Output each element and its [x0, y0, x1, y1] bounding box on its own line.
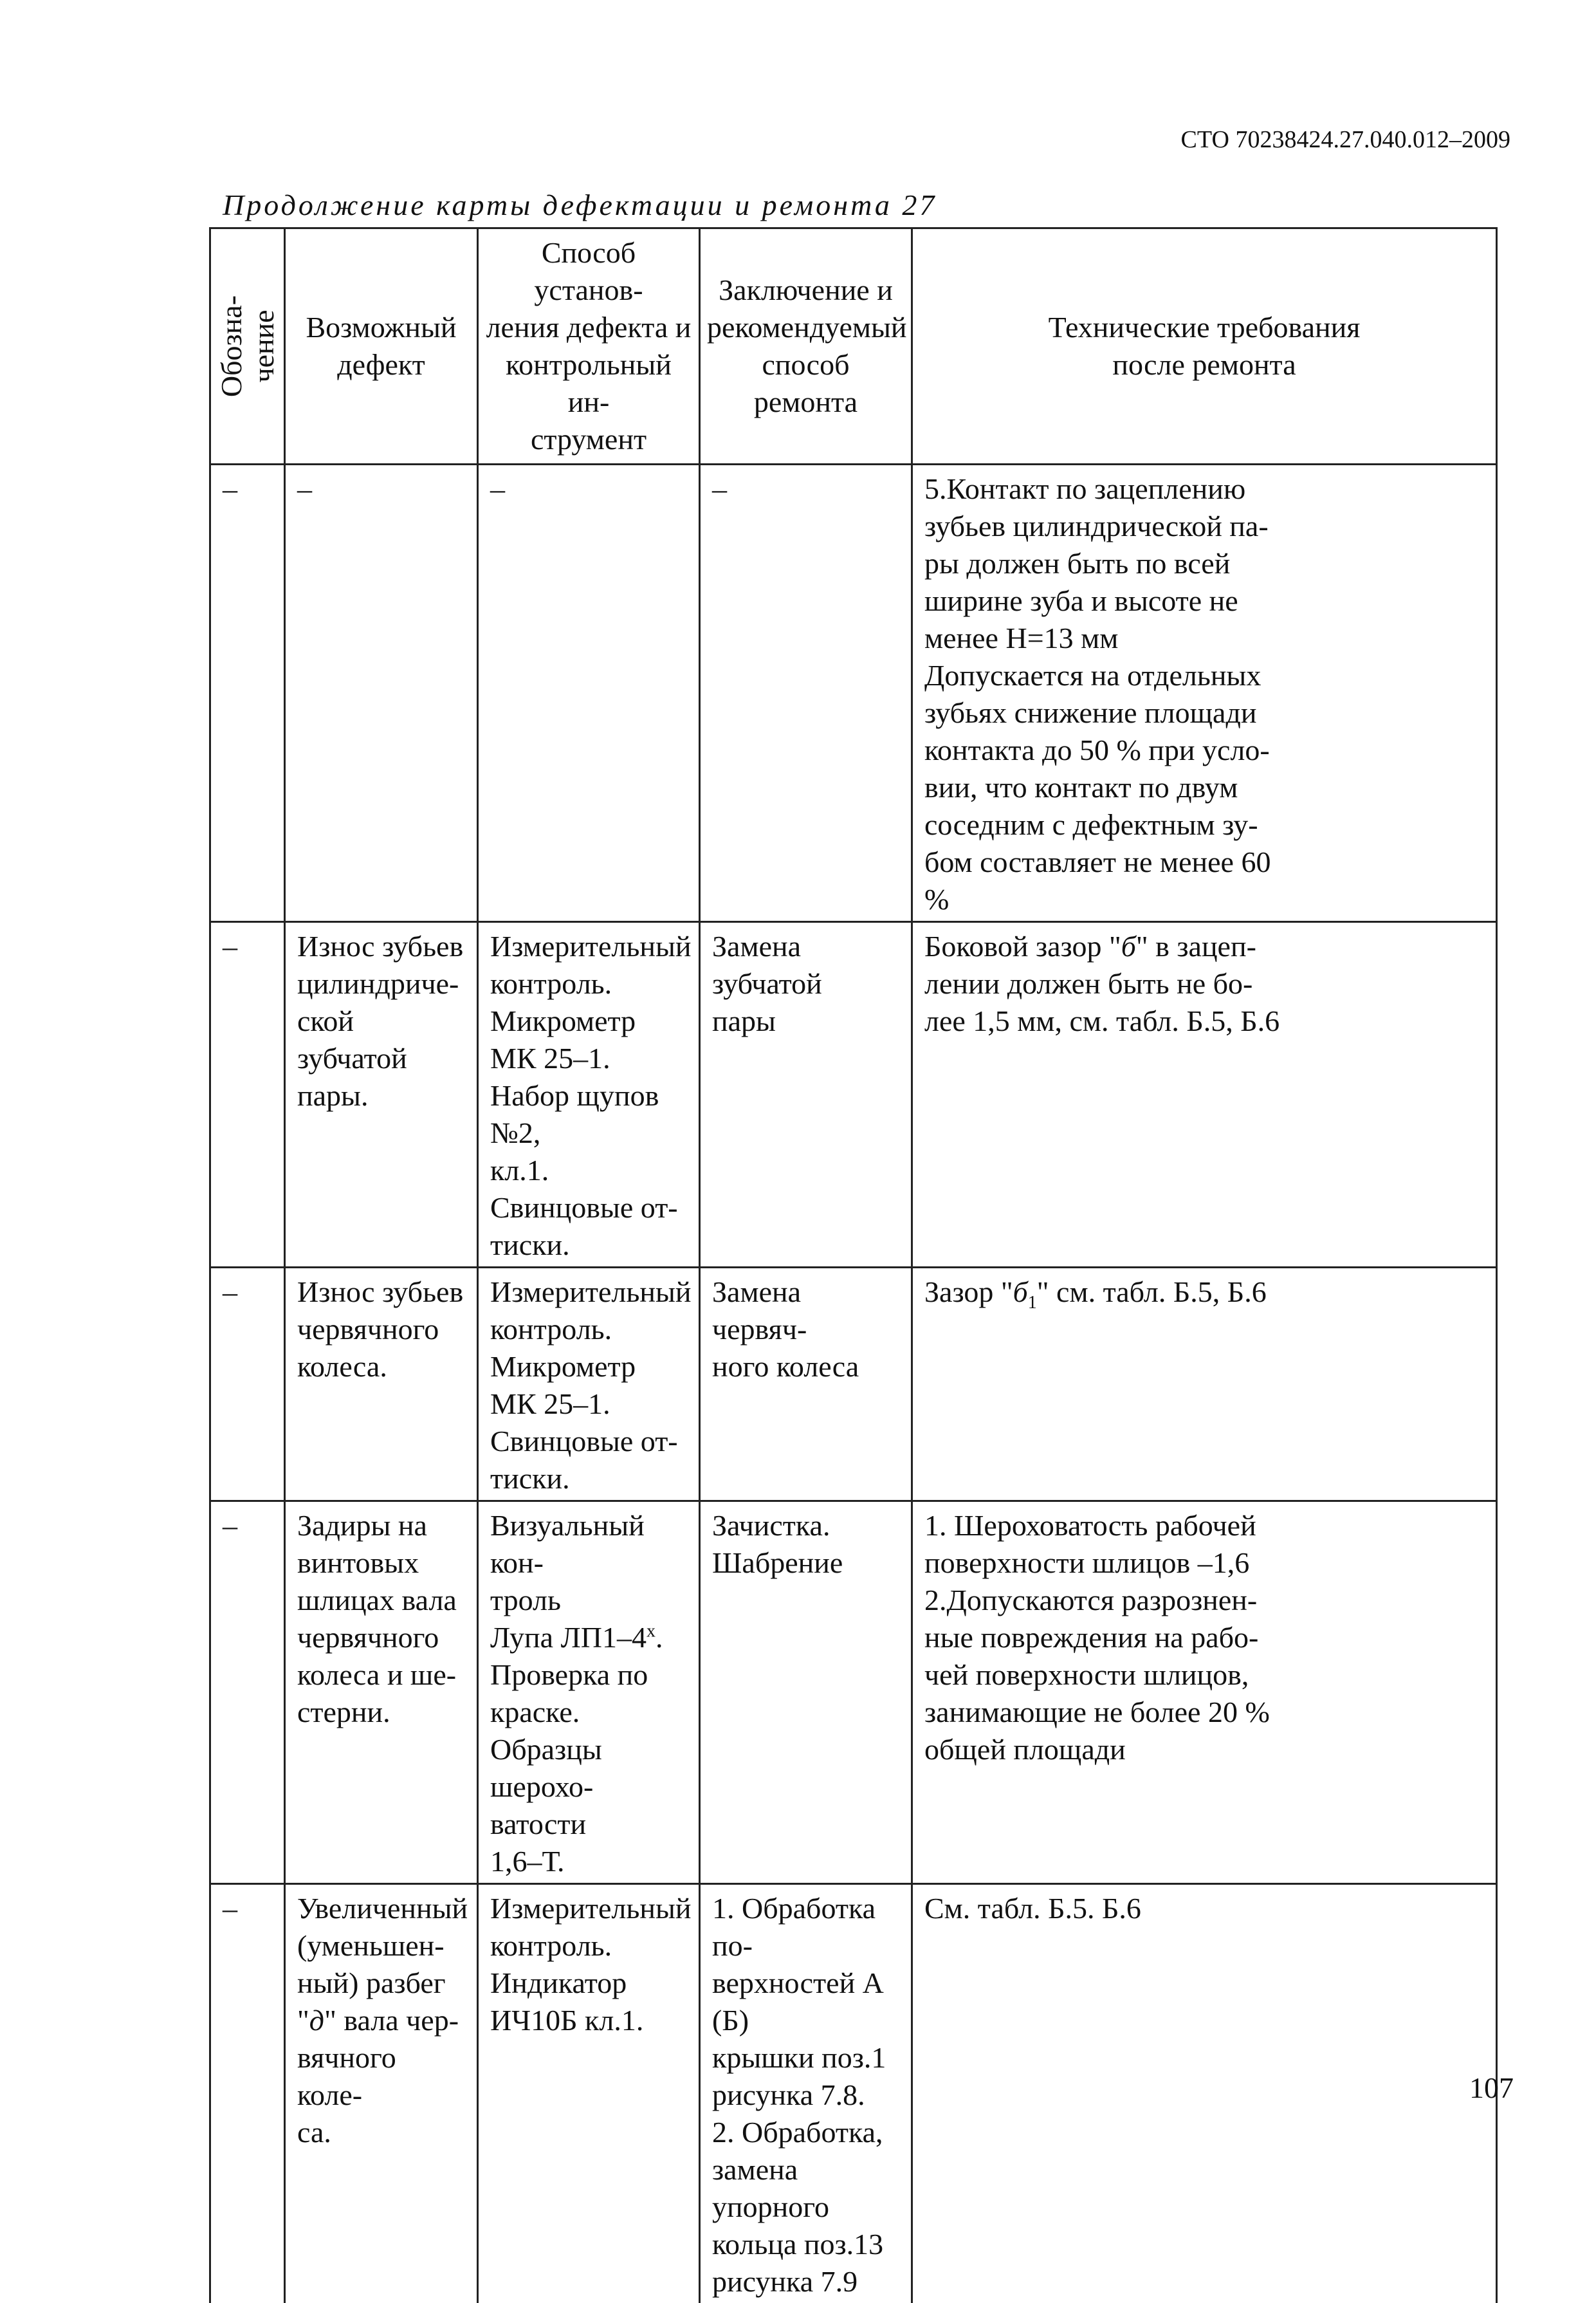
table-row — [210, 1268, 1497, 1501]
cell-method: Измерительный контроль. Микрометр МК 25–1. Свинцовые от- тиски. — [478, 1268, 700, 1501]
table-row — [210, 1884, 1497, 2303]
header-designation-label: Обозна- чение — [216, 295, 280, 397]
cell-conclusion: 1. Обработка по- верхностей А (Б) крышки поз.1 рисунка 7.8. 2. Обработка, замена упорного кольца поз.13 рисунка 7.9 — [700, 1884, 912, 2303]
table-row — [210, 465, 1497, 922]
cell-designation: – — [210, 1884, 285, 2303]
cell-requirements: Боковой зазор "б" в зацеп- лении должен быть не бо- лее 1,5 мм, см. табл. Б.5, Б.6 — [912, 922, 1497, 1268]
cell-designation: – — [210, 1268, 285, 1501]
header-requirements: Технические требования после ремонта — [912, 228, 1497, 465]
cell-method: Измерительный контроль. Микрометр МК 25–1. Набор щупов №2, кл.1. Свинцовые от- тиски. — [478, 922, 700, 1268]
table-caption: Продолжение карты дефектации и ремонта 27 — [223, 188, 937, 222]
cell-requirements: Зазор "$б_1$" см. табл. Б.5, Б.6 — [912, 1268, 1497, 1501]
cell-defect: Увеличенный (уменьшен- ный) разбег "д" вала чер- вячного коле- са. — [285, 1884, 478, 2303]
cell-requirements: 5.Контакт по зацеплению зубьев цилиндрической па- ры должен быть по всей ширине зуба и высоте не менее Н=13 мм Допускается на отдельных зубьях снижение площади контакта до 50 % при усло- вии, что контакт по двум соседним с дефектным зу- бом составляет не менее 60 % — [912, 465, 1497, 922]
cell-defect: Задиры на винтовых шлицах вала червячного колеса и ше- стерни. — [285, 1501, 478, 1884]
header-defect: Возможный дефект — [285, 228, 478, 465]
table-row — [210, 922, 1497, 1268]
cell-conclusion: Замена червяч- ного колеса — [700, 1268, 912, 1501]
cell-designation: – — [210, 1501, 285, 1884]
cell-conclusion: Зачистка. Шабрение — [700, 1501, 912, 1884]
defect-repair-table — [209, 227, 1498, 2303]
cell-method: Измерительный контроль. Индикатор ИЧ10Б кл.1. — [478, 1884, 700, 2303]
cell-defect: Износ зубьев червячного колеса. — [285, 1268, 478, 1501]
document-code: СТО 70238424.27.040.012–2009 — [1181, 125, 1511, 154]
page-number: 107 — [1469, 2071, 1514, 2105]
header-designation — [210, 228, 285, 465]
header-conclusion: Заключение и рекомендуемый способ ремонта — [700, 228, 912, 465]
cell-requirements: См. табл. Б.5. Б.6 — [912, 1884, 1497, 2303]
cell-conclusion: – — [700, 465, 912, 922]
table-header-row — [210, 228, 1497, 465]
header-method: Способ установ- ления дефекта и контрольный ин- струмент — [478, 228, 700, 465]
cell-defect: – — [285, 465, 478, 922]
cell-method: – — [478, 465, 700, 922]
cell-defect: Износ зубьев цилиндриче- ской зубчатой пары. — [285, 922, 478, 1268]
cell-requirements: 1. Шероховатость рабочей поверхности шлицов –1,6 2.Допускаются разрознен- ные повреждения на рабо- чей поверхности шлицов, занимающие не более 20 % общей площади — [912, 1501, 1497, 1884]
cell-designation: – — [210, 465, 285, 922]
cell-method: Визуальный кон- троль Лупа $ЛП1-4^х$. Проверка по краске. Образцы шерохо- ватости 1,6–Т. — [478, 1501, 700, 1884]
table-row — [210, 1501, 1497, 1884]
cell-conclusion: Замена зубчатой пары — [700, 922, 912, 1268]
cell-designation: – — [210, 922, 285, 1268]
